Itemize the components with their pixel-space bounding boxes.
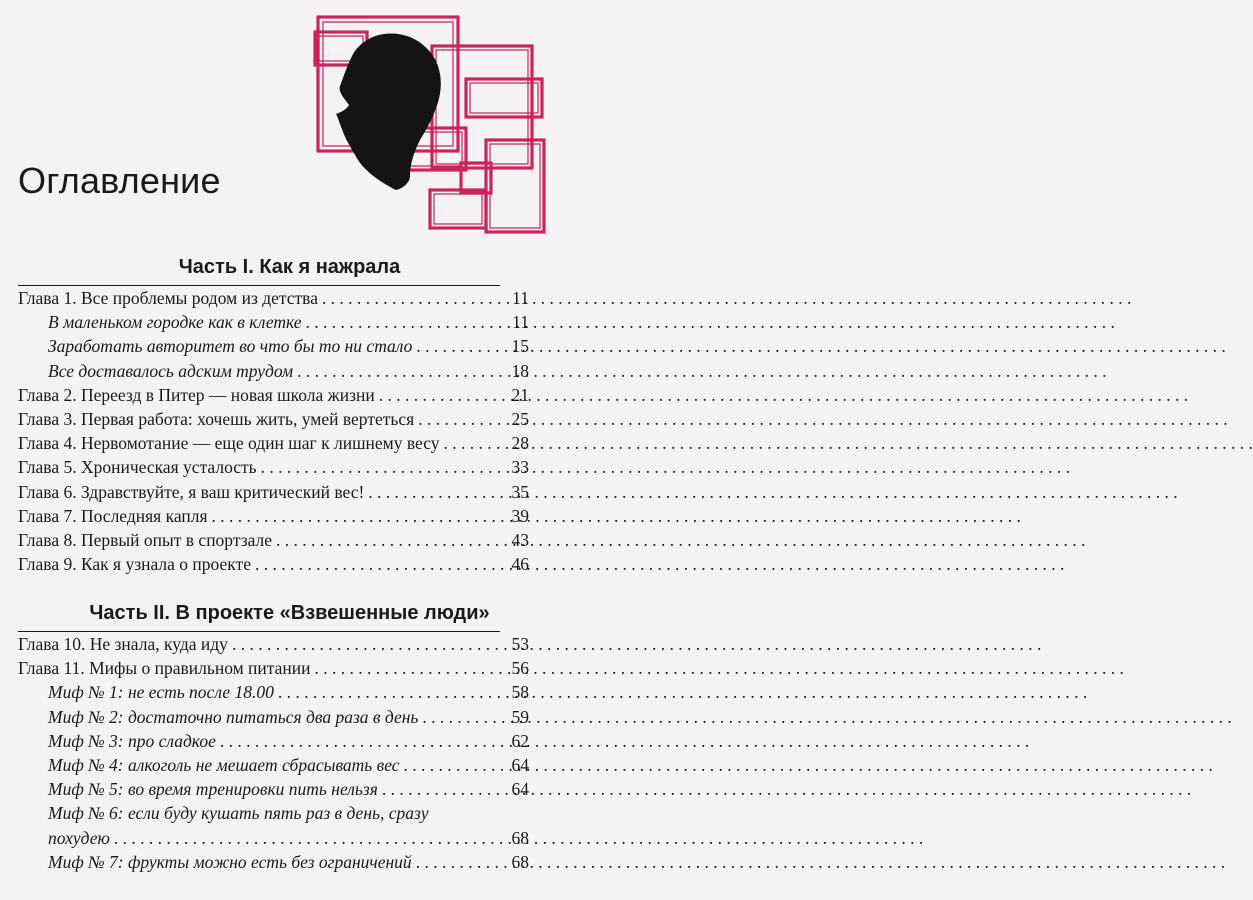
toc-entry-title: Глава 8. Первый опыт в спортзале	[18, 530, 273, 550]
dot-leader	[297, 361, 497, 381]
dot-leader	[368, 482, 497, 502]
toc-section-row[interactable]	[48, 682, 501, 702]
toc-entry-title: В маленьком городке как в клетке	[48, 312, 302, 333]
dot-leader	[382, 779, 497, 799]
toc-entry-title: Глава 3. Первая работа: хочешь жить, умей вертеться	[18, 409, 415, 429]
dot-leader	[278, 682, 497, 702]
dot-leader	[114, 828, 497, 848]
toc-entry-title: Глава 1. Все проблемы родом из детства	[18, 288, 318, 308]
toc-section-row[interactable]	[48, 779, 501, 799]
toc-entry-title: Глава 6. Здравствуйте, я ваш критический вес!	[18, 481, 365, 502]
toc-entry-title: Глава 9. Как я узнала о проекте	[18, 554, 251, 575]
toc-entry-title: Глава 4. Нервомотание — еще один шаг к лишнему весу	[18, 433, 440, 454]
toc-page-number: 46	[511, 554, 529, 575]
part-title: Часть I. Как я нажрала	[178, 256, 401, 278]
toc-chapter-row[interactable]	[18, 506, 501, 526]
toc-entry-title: Глава 5. Хроническая усталость	[18, 457, 257, 478]
toc-entry-title: Глава 7. Последняя капля	[18, 505, 208, 526]
toc-page-number: 33	[511, 457, 529, 478]
toc-section-row[interactable]	[48, 361, 501, 381]
dot-leader	[404, 755, 497, 775]
toc-section-row[interactable]	[48, 312, 501, 332]
part-title: Часть II. В проекте «Взвешенные люди»	[89, 602, 490, 624]
toc-section-row[interactable]	[48, 803, 501, 823]
dot-leader	[418, 409, 497, 429]
toc-entry-title: Миф № 4: алкоголь не мешает сбрасывать вес	[48, 755, 400, 775]
toc-page-number: 18	[511, 360, 529, 381]
toc-page-number: 68	[511, 827, 529, 848]
dot-leader	[306, 312, 497, 332]
toc-chapter-row[interactable]	[18, 433, 501, 453]
toc-page-number: 11	[512, 312, 529, 333]
toc-entry-title: Миф № 7: фрукты можно есть без ограничений	[48, 851, 412, 872]
toc-chapter-row[interactable]	[18, 288, 501, 308]
toc-page-number: 58	[511, 682, 529, 703]
toc-entry-title-continued: похудею	[48, 827, 110, 848]
toc-chapter-row[interactable]	[18, 409, 501, 429]
toc-section-row[interactable]	[48, 336, 501, 356]
toc-entry-title: Миф № 3: про сладкое	[48, 730, 216, 751]
toc-page-number: 39	[511, 505, 529, 526]
toc-page-number: 25	[511, 409, 529, 429]
toc-section-row[interactable]	[48, 755, 501, 775]
toc-chapter-row[interactable]	[18, 457, 501, 477]
toc-entry-title: Миф № 1: не есть после 18.00	[48, 682, 274, 703]
toc-entry-title: Глава 2. Переезд в Питер — новая школа жизни	[18, 384, 375, 405]
toc-chapter-row[interactable]	[18, 554, 501, 574]
toc-page-number: 56	[511, 658, 529, 679]
dot-leader	[212, 506, 497, 526]
toc-chapter-row[interactable]	[18, 482, 501, 502]
toc-page-number: 28	[511, 433, 529, 454]
dot-leader	[255, 554, 497, 574]
toc-page-number: 64	[511, 779, 529, 800]
dot-leader	[322, 288, 497, 308]
toc-page-number: 21	[511, 384, 529, 405]
dot-leader	[315, 658, 497, 678]
toc-section-row[interactable]	[48, 852, 501, 872]
toc-page-number: 59	[511, 706, 529, 727]
toc-chapter-row[interactable]	[18, 385, 501, 405]
part-divider	[18, 285, 500, 286]
dot-leader	[232, 634, 497, 654]
toc-section-row[interactable]	[48, 731, 501, 751]
toc-chapter-row[interactable]	[18, 634, 501, 654]
toc-entry-title: Миф № 2: достаточно питаться два раза в день	[48, 706, 419, 727]
toc-page-number: 11	[512, 288, 529, 308]
toc-page-number: 43	[511, 530, 529, 550]
dot-leader	[220, 731, 497, 751]
toc-chapter-row[interactable]	[18, 658, 501, 678]
toc-entry-title: Заработать авторитет во что бы то ни стало	[48, 336, 413, 357]
dot-leader	[416, 336, 497, 356]
toc-entry-title: Миф № 5: во время тренировки пить нельзя	[48, 779, 378, 800]
toc-page-number: 68	[511, 851, 529, 872]
dot-leader	[276, 530, 497, 550]
dot-leader	[422, 707, 497, 727]
toc-entry-title: Глава 10. Не знала, куда иду	[18, 634, 228, 654]
page-title: Оглавление	[18, 160, 221, 201]
toc-page-number: 35	[511, 481, 529, 502]
toc-page-number: 64	[511, 755, 529, 775]
part-divider	[18, 631, 500, 632]
toc-entry-title: Миф № 6: если буду кушать пять раз в день, сразу	[48, 803, 429, 824]
toc-page-number: 53	[511, 634, 529, 654]
toc-section-row[interactable]	[48, 707, 501, 727]
dot-leader	[379, 385, 497, 405]
toc-page-number: 62	[511, 730, 529, 751]
toc-chapter-row[interactable]	[18, 530, 501, 550]
toc-entry-title: Глава 11. Мифы о правильном питании	[18, 658, 311, 679]
toc-section-row-continued[interactable]	[48, 828, 501, 848]
toc-entry-title: Все доставалось адским трудом	[48, 360, 294, 381]
dot-leader	[416, 852, 497, 872]
dot-leader	[261, 457, 497, 477]
toc-page-number: 15	[511, 336, 529, 357]
